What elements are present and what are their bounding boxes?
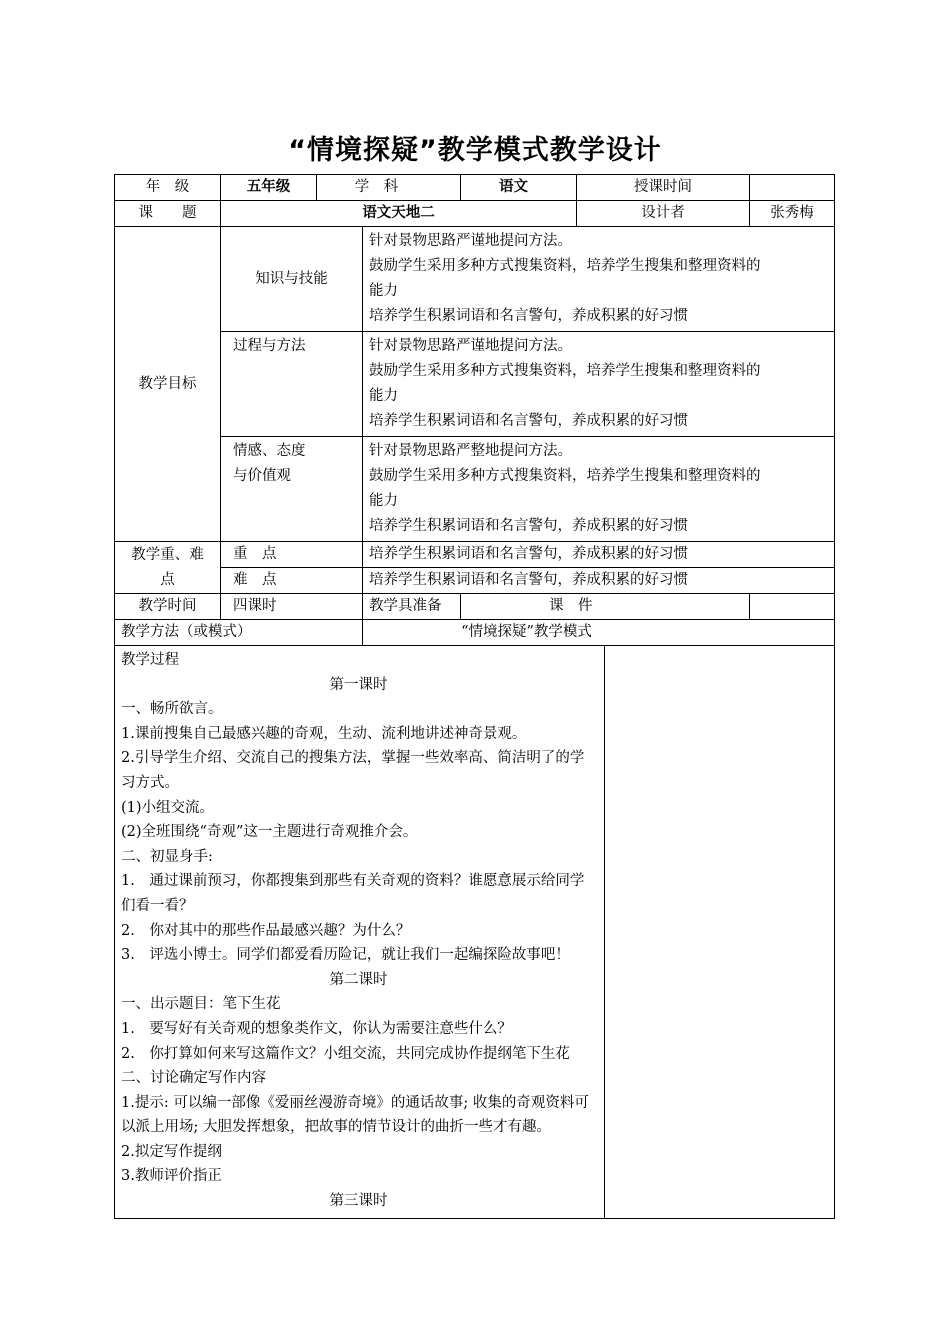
objective-line: 培养学生积累词语和名言警句，养成积累的好习惯 bbox=[369, 308, 688, 324]
process-line: 3.教师评价指正 bbox=[121, 1168, 222, 1185]
process-line: 以派上用场; 大胆发挥想象，把故事的情节设计的曲折一些才有趣。 bbox=[121, 1119, 551, 1136]
lesson-plan-table bbox=[114, 174, 834, 1219]
objective-line: 鼓励学生采用多种方式搜集资料，培养学生搜集和整理资料的 bbox=[369, 363, 761, 379]
key-difficult-label-line: 点 bbox=[160, 571, 175, 588]
process-line: 们看一看？ bbox=[121, 897, 194, 914]
objective-category bbox=[221, 332, 363, 437]
objectives-label: 教学目标 bbox=[115, 227, 221, 542]
designer-value: 张秀梅 bbox=[750, 201, 835, 227]
process-line: 1. 通过课前预习，你都搜集到那些有关奇观的资料？谁愿意展示给同学 bbox=[121, 873, 585, 890]
teaching-process bbox=[115, 646, 605, 1219]
teaching-tools-extra bbox=[750, 594, 835, 620]
objective-category-line: 情感、态度 bbox=[233, 443, 306, 459]
lesson-period-heading: 第三课时 bbox=[329, 1193, 388, 1210]
process-line: (2)全班围绕“奇观”这一主题进行奇观推介会。 bbox=[121, 824, 418, 841]
objective-content bbox=[363, 227, 835, 332]
process-line: 1. 要写好有关奇观的想象类作文，你认为需要注意些什么？ bbox=[121, 1020, 512, 1037]
teaching-tools-label: 教学具准备 bbox=[363, 594, 461, 620]
grade-label: 年 级 bbox=[115, 175, 221, 201]
objective-line: 培养学生积累词语和名言警句，养成积累的好习惯 bbox=[369, 413, 688, 429]
objective-line: 能力 bbox=[369, 283, 398, 299]
objective-line: 培养学生积累词语和名言警句，养成积累的好习惯 bbox=[369, 518, 688, 534]
process-line: 2. 你对其中的那些作品最感兴趣？为什么？ bbox=[121, 922, 411, 939]
process-line: 习方式。 bbox=[121, 774, 179, 791]
objective-category-line: 过程与方法 bbox=[233, 338, 306, 354]
objective-category bbox=[221, 227, 363, 332]
objective-line: 鼓励学生采用多种方式搜集资料，培养学生搜集和整理资料的 bbox=[369, 258, 761, 274]
teaching-tools-value: 课 件 bbox=[461, 594, 750, 620]
objective-line: 针对景物思路严谨地提问方法。 bbox=[369, 338, 572, 354]
key-difficult-label-line: 教学重、难 bbox=[131, 546, 204, 563]
process-line: 二、初显身手: bbox=[121, 848, 213, 865]
key-point-text: 培养学生积累词语和名言警句，养成积累的好习惯 bbox=[363, 542, 835, 568]
process-line: 2. 你打算如何来写这篇作文？小组交流，共同完成协作提纲笔下生花 bbox=[121, 1045, 570, 1062]
designer-label: 设计者 bbox=[577, 201, 750, 227]
objective-line: 针对景物思路严整地提问方法。 bbox=[369, 443, 572, 459]
subject-value: 语文 bbox=[461, 175, 577, 201]
lesson-period-heading: 第二课时 bbox=[329, 971, 388, 988]
topic-value: 语文天地二 bbox=[221, 201, 577, 227]
difficult-point-text: 培养学生积累词语和名言警句，养成积累的好习惯 bbox=[363, 568, 835, 594]
key-point-label: 重 点 bbox=[221, 542, 363, 568]
class-time-label: 授课时间 bbox=[577, 175, 750, 201]
teaching-method-label: 教学方法（或模式） bbox=[115, 620, 363, 646]
teaching-method-value: “情境探疑”教学模式 bbox=[363, 620, 835, 646]
teaching-time-label: 教学时间 bbox=[115, 594, 221, 620]
objective-category bbox=[221, 437, 363, 542]
document-title: “情境探疑”教学模式教学设计 bbox=[288, 135, 662, 166]
topic-label: 课 题 bbox=[115, 201, 221, 227]
process-line: (1)小组交流。 bbox=[121, 799, 215, 816]
objective-content bbox=[363, 437, 835, 542]
objective-line: 能力 bbox=[369, 388, 398, 404]
key-difficult-label bbox=[115, 542, 221, 594]
objective-line: 针对景物思路严谨地提问方法。 bbox=[369, 233, 572, 249]
objective-category-line: 与价值观 bbox=[233, 468, 291, 484]
process-label: 教学过程 bbox=[121, 652, 179, 668]
process-side-note bbox=[605, 646, 835, 1219]
objective-line: 鼓励学生采用多种方式搜集资料，培养学生搜集和整理资料的 bbox=[369, 468, 761, 484]
grade-value: 五年级 bbox=[221, 175, 317, 201]
process-line: 二、讨论确定写作内容 bbox=[121, 1070, 266, 1087]
process-line: 1.课前搜集自己最感兴趣的奇观，生动、流利地讲述神奇景观。 bbox=[121, 725, 527, 742]
objective-line: 能力 bbox=[369, 493, 398, 509]
teaching-time-value: 四课时 bbox=[221, 594, 363, 620]
lesson-period-heading: 第一课时 bbox=[329, 676, 388, 693]
objective-category-line: 知识与技能 bbox=[255, 270, 328, 287]
process-line: 2.引导学生介绍、交流自己的搜集方法，掌握一些效率高、简洁明了的学 bbox=[121, 750, 585, 767]
process-line: 3. 评选小博士。同学们都爱看历险记，就让我们一起编探险故事吧！ bbox=[121, 947, 570, 964]
process-line: 2.拟定写作提纲 bbox=[121, 1143, 222, 1160]
subject-label: 学 科 bbox=[317, 175, 461, 201]
process-line: 一、出示题目：笔下生花 bbox=[121, 996, 281, 1013]
process-lines bbox=[121, 673, 596, 1214]
class-time-value bbox=[750, 175, 835, 201]
objective-content bbox=[363, 332, 835, 437]
difficult-point-label: 难 点 bbox=[221, 568, 363, 594]
process-line: 1.提示: 可以编一部像《爱丽丝漫游奇境》的通话故事; 收集的奇观资料可 bbox=[121, 1094, 589, 1111]
process-line: 一、畅所欲言。 bbox=[121, 701, 223, 718]
